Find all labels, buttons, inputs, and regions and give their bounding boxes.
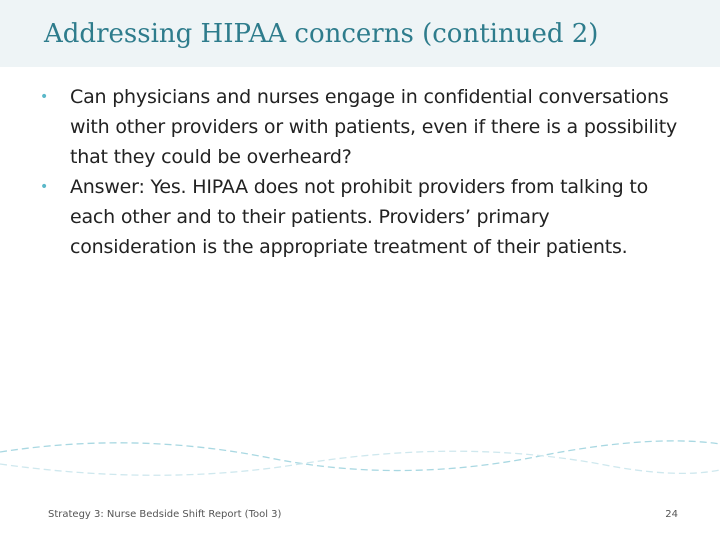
- bullet-list: [40, 82, 680, 262]
- round-bullet-icon: •: [40, 89, 49, 105]
- page-number: 24: [665, 509, 678, 520]
- wave-line-top: [0, 441, 720, 471]
- wave-line-bottom: [0, 451, 720, 475]
- footer-text: Strategy 3: Nurse Bedside Shift Report (Tool 3): [48, 509, 282, 520]
- decorative-wave-lines: [0, 430, 720, 500]
- bullet-item: [40, 82, 680, 172]
- bullet-text: Can physicians and nurses engage in confidential conversations with other providers or with patients, even if there is a possibility that they could be overheard?: [70, 86, 677, 168]
- bullet-text: Answer: Yes. HIPAA does not prohibit providers from talking to each other and to their patients. Providers’ primary consideration is the appropriate treatment of their patients.: [70, 176, 649, 258]
- round-bullet-icon: •: [40, 179, 49, 195]
- bullet-item: [40, 172, 680, 262]
- slide-title: Addressing HIPAA concerns (continued 2): [44, 19, 599, 49]
